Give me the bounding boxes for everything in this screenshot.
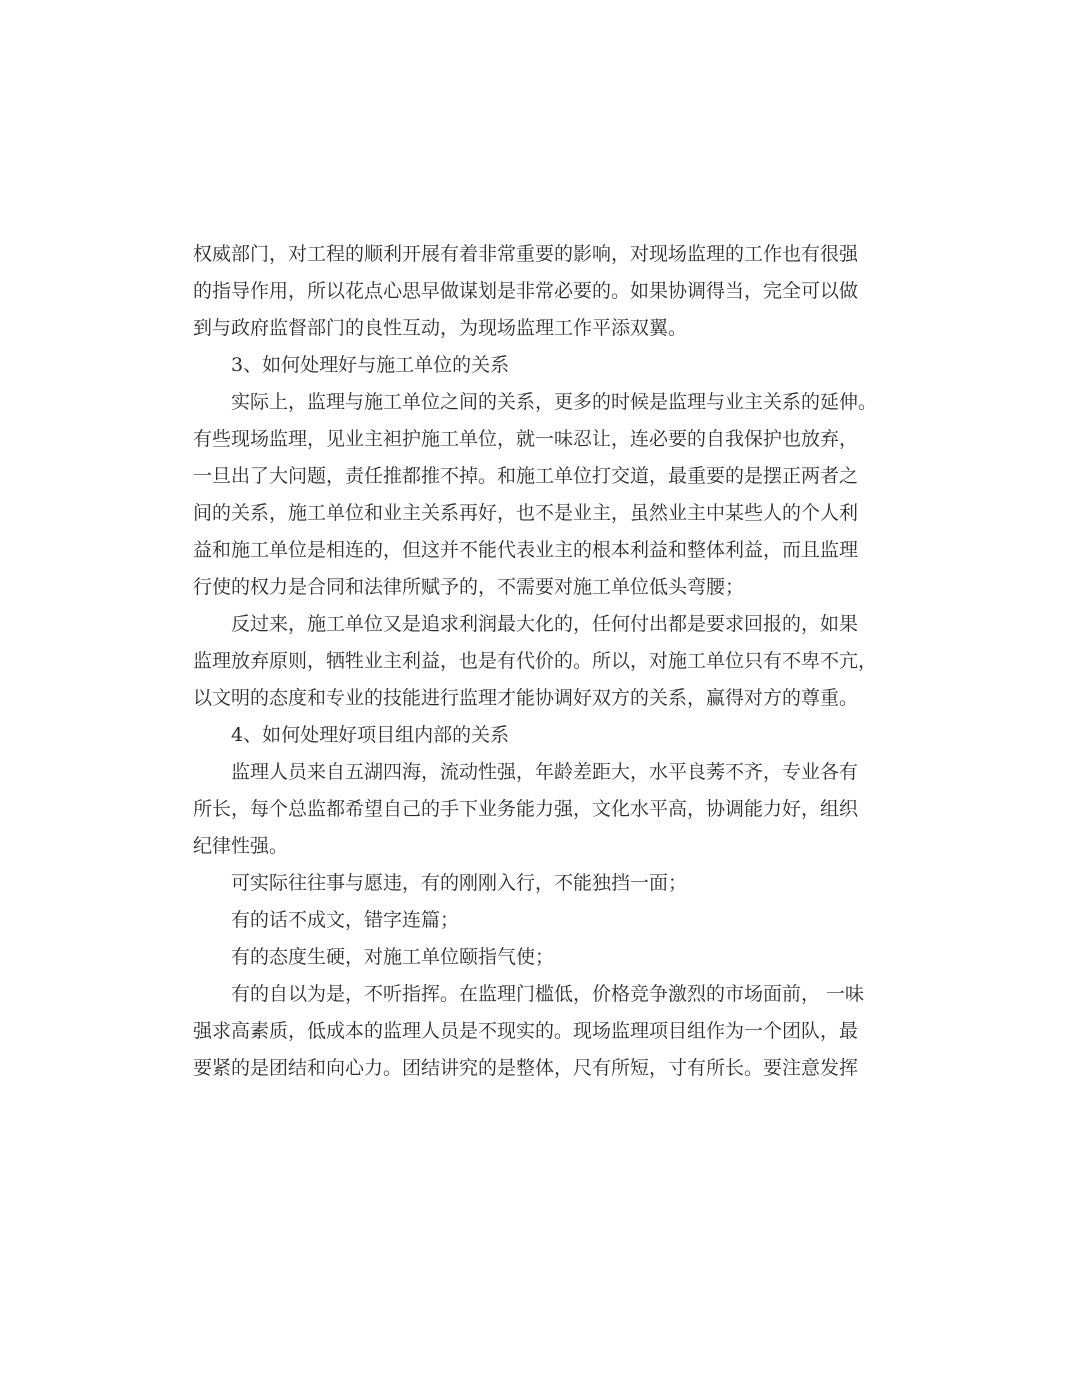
text-line: 实际上，监理与施工单位之间的关系，更多的时候是监理与业主关系的延伸。 xyxy=(231,391,878,413)
text-line: 所长，每个总监都希望自己的手下业务能力强，文化水平高，协调能力好，组织 xyxy=(193,798,859,820)
text-line: 监理放弃原则，牺牲业主利益，也是有代价的。所以，对施工单位只有不卑不亢， xyxy=(193,650,878,672)
text-line: 要紧的是团结和向心力。团结讲究的是整体，尺有所短，寸有所长。要注意发挥 xyxy=(193,1057,859,1079)
section-heading: 4、如何处理好项目组内部的关系 xyxy=(231,724,510,746)
text-line: 的指导作用，所以花点心思早做谋划是非常必要的。如果协调得当，完全可以做 xyxy=(193,280,859,302)
text-line: 纪律性强。 xyxy=(193,835,289,857)
text-line: 一旦出了大问题，责任推都推不掉。和施工单位打交道，最重要的是摆正两者之 xyxy=(193,465,859,487)
text-line: 监理人员来自五湖四海，流动性强，年龄差距大，水平良莠不齐，专业各有 xyxy=(231,761,859,783)
text-line: 强求高素质，低成本的监理人员是不现实的。现场监理项目组作为一个团队，最 xyxy=(193,1020,859,1042)
text-line: 间的关系，施工单位和业主关系再好，也不是业主，虽然业主中某些人的个人利 xyxy=(193,502,859,524)
text-line: 益和施工单位是相连的，但这并不能代表业主的根本利益和整体利益，而且监理 xyxy=(193,539,859,561)
text-line: 可实际往往事与愿违，有的刚刚入行，不能独挡一面； xyxy=(231,872,688,894)
text-line: 反过来，施工单位又是追求利润最大化的，任何付出都是要求回报的，如果 xyxy=(231,613,859,635)
text-line: 有些现场监理，见业主袒护施工单位，就一味忍让，连必要的自我保护也放弃， xyxy=(193,428,859,450)
text-line: 到与政府监督部门的良性互动，为现场监理工作平添双翼。 xyxy=(193,317,688,339)
text-line: 有的态度生硬，对施工单位颐指气使； xyxy=(231,946,555,968)
text-line: 以文明的态度和专业的技能进行监理才能协调好双方的关系，赢得对方的尊重。 xyxy=(193,687,859,709)
body-text xyxy=(193,236,883,1087)
text-line: 行使的权力是合同和法律所赋予的，不需要对施工单位低头弯腰； xyxy=(193,576,745,598)
text-line: 权威部门，对工程的顺利开展有着非常重要的影响，对现场监理的工作也有很强 xyxy=(193,243,859,265)
text-line: 有的自以为是，不听指挥。在监理门槛低，价格竞争激烈的市场面前， 一味 xyxy=(231,983,865,1005)
section-heading: 3、如何处理好与施工单位的关系 xyxy=(231,354,510,376)
text-line: 有的话不成文，错字连篇； xyxy=(231,909,460,931)
